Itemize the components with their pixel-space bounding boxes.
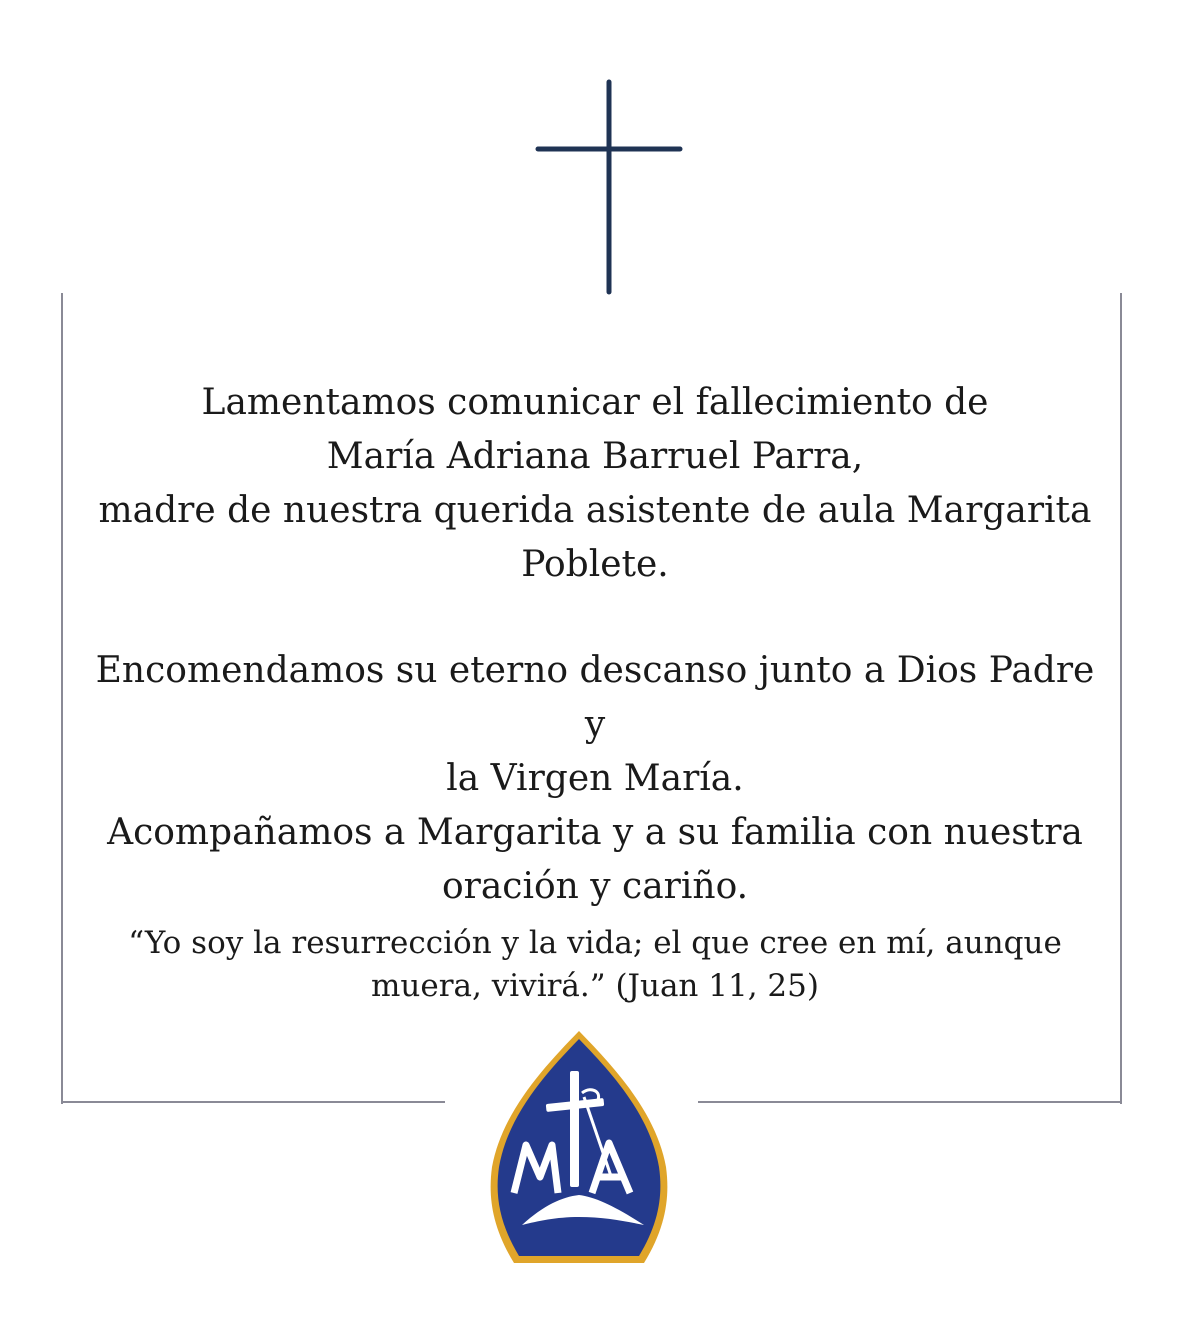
announcement-line: Lamentamos comunicar el fallecimiento de — [201, 382, 989, 423]
frame-bottom-right-border — [698, 1101, 1122, 1103]
verse-line: muera, vivirá.” (Juan 11, 25) — [371, 968, 819, 1004]
frame-bottom-left-border — [61, 1101, 445, 1103]
frame-right-border — [1120, 293, 1122, 1104]
condolence-line: la Virgen María. — [446, 758, 744, 799]
cross-icon — [530, 76, 690, 298]
bible-verse — [80, 922, 1110, 1008]
verse-line: “Yo soy la resurrección y la vida; el que cree en mí, aunque — [128, 925, 1062, 961]
condolence-line: Encomendamos su eterno descanso junto a Dios Padre y — [95, 650, 1095, 745]
condolence-line: Acompañamos a Margarita y a su familia con nuestra — [107, 812, 1083, 853]
frame-left-border — [61, 293, 63, 1104]
announcement-line: Poblete. — [521, 544, 669, 585]
school-emblem — [484, 1027, 674, 1273]
announcement-paragraph — [80, 376, 1110, 592]
announcement-line: madre de nuestra querida asistente de aula Margarita — [98, 490, 1092, 531]
deceased-name: María Adriana Barruel Parra, — [326, 436, 864, 477]
condolence-paragraph — [80, 644, 1110, 914]
condolence-line: oración y cariño. — [441, 866, 749, 907]
